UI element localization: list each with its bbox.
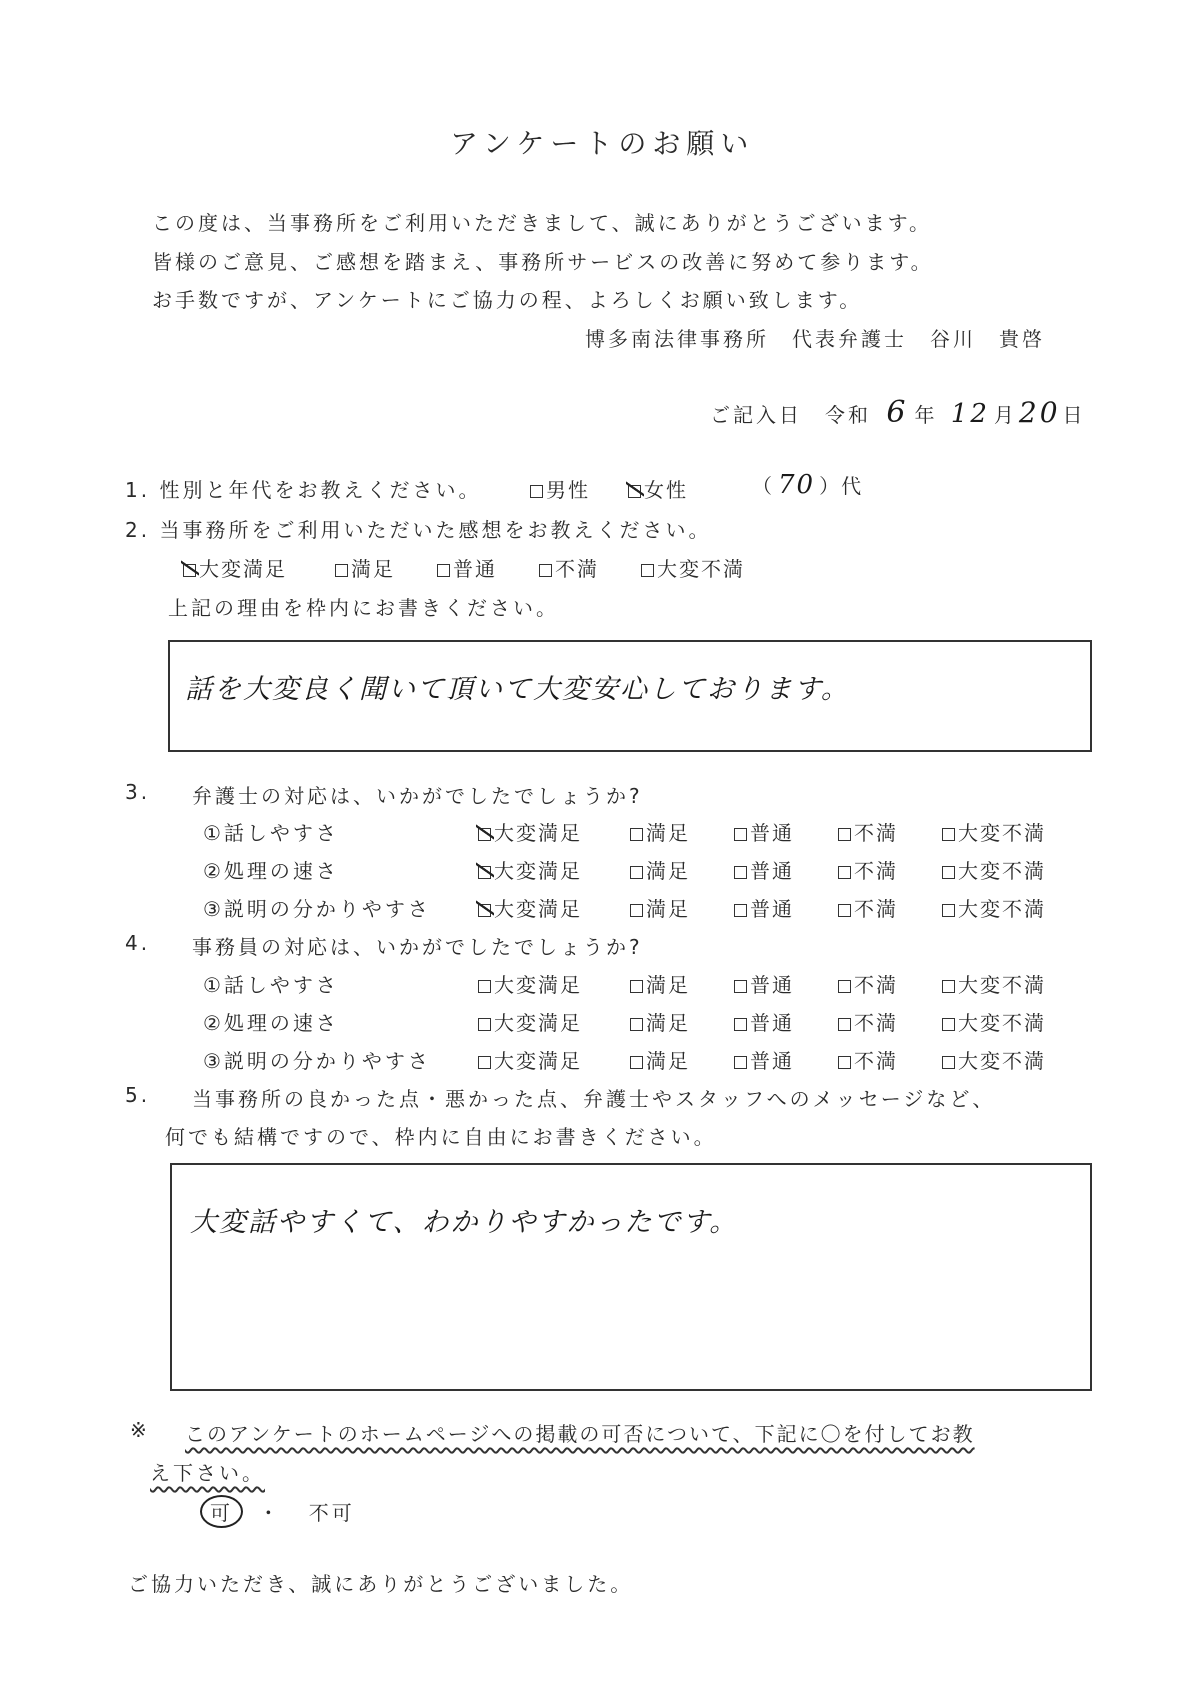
q3-opt[interactable]: 大変満足 (478, 817, 582, 846)
date-era: 令和 (825, 403, 871, 427)
note-line-1: このアンケートのホームページへの掲載の可否について、下記に〇を付してお教 (185, 1422, 975, 1446)
q2-row (125, 514, 711, 543)
q2-answer-box[interactable] (168, 640, 1092, 752)
checkbox-male[interactable] (530, 485, 543, 498)
q4-opt[interactable]: 不満 (838, 1007, 898, 1036)
q2-reason-label: 上記の理由を枠内にお書きください。 (168, 596, 559, 620)
note-line-2: え下さい。 (150, 1461, 265, 1485)
q3-opt[interactable]: 不満 (838, 855, 898, 884)
q2-number: 2. (125, 518, 151, 542)
date-month: 12 (950, 399, 990, 429)
q5-line-2: 何でも結構ですので、枠内に自由にお書きください。 (165, 1125, 717, 1149)
date-year: 6 (886, 395, 909, 430)
q4-number: 4. (125, 931, 151, 955)
publish-choice (200, 1495, 355, 1528)
q3-opt[interactable]: 普通 (734, 893, 794, 922)
date-label: ご記入日 (710, 403, 802, 427)
publish-no[interactable]: 不可 (308, 1501, 355, 1525)
q1-age[interactable]: （ 70 ）代 (752, 470, 864, 500)
q3-opt[interactable]: 不満 (838, 893, 898, 922)
q3-sub-item: ③説明の分かりやすさ (203, 897, 431, 921)
q3-opt[interactable]: 満足 (630, 817, 690, 846)
publish-separator: ・ (258, 1501, 282, 1525)
intro-line-1: この度は、当事務所をご利用いただきまして、誠にありがとうございます。 (152, 211, 932, 235)
q1-number: 1. (125, 478, 151, 502)
q3-opt[interactable]: 満足 (630, 893, 690, 922)
q3-opt[interactable]: 普通 (734, 817, 794, 846)
q3-opt[interactable]: 大変満足 (478, 855, 582, 884)
q5-number: 5. (125, 1083, 151, 1107)
q4-opt[interactable]: 普通 (734, 1007, 794, 1036)
intro-line-2: 皆様のご意見、ご感想を踏まえ、事務所サービスの改善に努めて参ります。 (152, 250, 934, 274)
q4-opt[interactable]: 大変満足 (478, 969, 582, 998)
date-row (710, 395, 1086, 430)
q3-text: 弁護士の対応は、いかがでしたでしょうか? (192, 784, 643, 808)
intro-line-3: お手数ですが、アンケートにご協力の程、よろしくお願い致します。 (152, 288, 863, 312)
q4-opt[interactable]: 満足 (630, 1045, 690, 1074)
checkbox-female[interactable] (628, 485, 641, 498)
q4-opt[interactable]: 普通 (734, 969, 794, 998)
q4-opt[interactable]: 普通 (734, 1045, 794, 1074)
q2-option[interactable]: 大変満足 (183, 553, 287, 582)
q3-opt[interactable]: 大変満足 (478, 893, 582, 922)
q4-sub-item: ②処理の速さ (203, 1011, 339, 1035)
q1-male-option[interactable]: 男性 (530, 474, 590, 503)
q4-text: 事務員の対応は、いかがでしたでしょうか? (192, 935, 643, 959)
q4-opt[interactable]: 大変不満 (942, 969, 1046, 998)
date-day-unit: 日 (1062, 403, 1086, 427)
q1-row (125, 474, 481, 503)
q4-opt[interactable]: 大変不満 (942, 1007, 1046, 1036)
q2-option[interactable]: 不満 (539, 553, 599, 582)
q4-sub-item: ③説明の分かりやすさ (203, 1049, 431, 1073)
q3-opt[interactable]: 満足 (630, 855, 690, 884)
q4-opt[interactable]: 大変不満 (942, 1045, 1046, 1074)
q4-opt[interactable]: 不満 (838, 1045, 898, 1074)
q2-option[interactable]: 大変不満 (641, 553, 745, 582)
date-month-unit: 月 (993, 403, 1017, 427)
q3-opt[interactable]: 大変不満 (942, 855, 1046, 884)
signature: 博多南法律事務所 代表弁護士 谷川 貴啓 (585, 327, 1045, 351)
q2-option[interactable]: 普通 (437, 553, 497, 582)
q1-text: 性別と年代をお教えください。 (159, 478, 482, 502)
q4-opt[interactable]: 不満 (838, 969, 898, 998)
date-day: 20 (1018, 396, 1061, 429)
q3-opt[interactable]: 不満 (838, 817, 898, 846)
q3-number: 3. (125, 780, 151, 804)
q3-sub-item: ②処理の速さ (203, 859, 339, 883)
q4-opt[interactable]: 満足 (630, 1007, 690, 1036)
q4-opt[interactable]: 大変満足 (478, 1007, 582, 1036)
q2-answer-text: 話を大変良く聞いて頂いて大変安心しております。 (185, 674, 850, 705)
q5-line-1: 当事務所の良かった点・悪かった点、弁護士やスタッフへのメッセージなど、 (192, 1087, 996, 1111)
q1-age-value: 70 (778, 470, 816, 500)
q3-sub-item: ①話しやすさ (203, 821, 339, 845)
q2-text: 当事務所をご利用いただいた感想をお教えください。 (159, 518, 712, 542)
note-mark: ※ (130, 1418, 150, 1442)
q3-opt[interactable]: 大変不満 (942, 817, 1046, 846)
q5-answer-box[interactable] (170, 1163, 1092, 1391)
q2-option[interactable]: 満足 (335, 553, 395, 582)
q3-opt[interactable]: 大変不満 (942, 893, 1046, 922)
q1-female-option[interactable]: 女性 (628, 474, 688, 503)
q3-opt[interactable]: 普通 (734, 855, 794, 884)
q4-opt[interactable]: 大変満足 (478, 1045, 582, 1074)
page-title: アンケートのお願い (450, 127, 755, 160)
q4-opt[interactable]: 満足 (630, 969, 690, 998)
date-year-unit: 年 (914, 403, 938, 427)
publish-yes[interactable]: 可 (200, 1495, 243, 1528)
q5-answer-text: 大変話やすくて、わかりやすかったです。 (190, 1207, 739, 1238)
closing-text: ご協力いただき、誠にありがとうございました。 (128, 1572, 634, 1596)
q4-sub-item: ①話しやすさ (203, 973, 339, 997)
